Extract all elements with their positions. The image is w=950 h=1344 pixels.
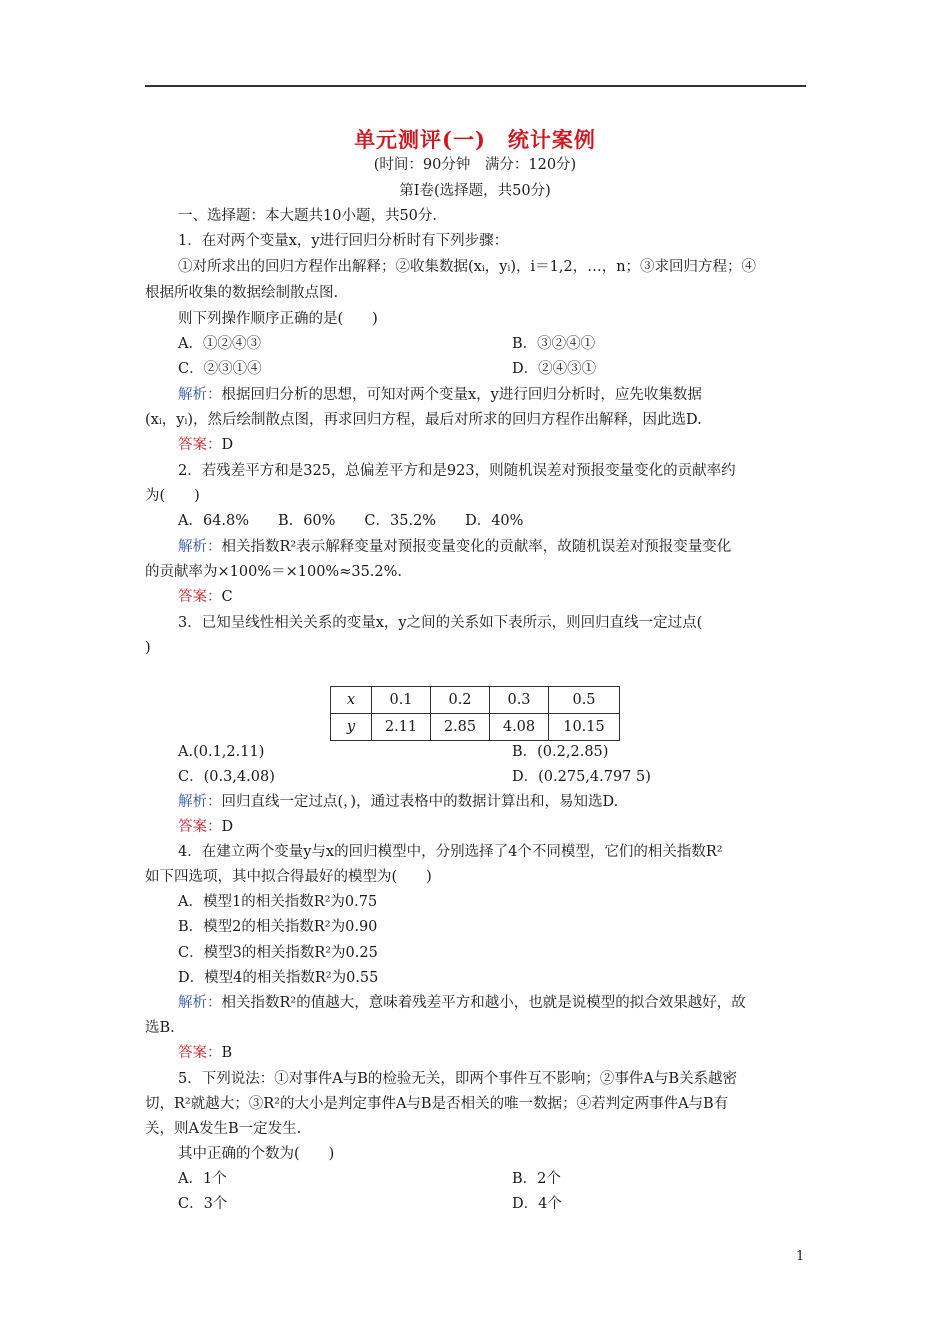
table-cell: 4.08 xyxy=(490,714,549,741)
table-cell: 2.11 xyxy=(372,714,431,741)
answer-label: 答案： xyxy=(178,1045,222,1061)
q3-option-a: A.(0.1,2.11) xyxy=(178,744,265,760)
q4-analysis-line2: 选B. xyxy=(145,1020,175,1036)
page-title: 单元测评(一) 统计案例 xyxy=(354,127,596,152)
answer-value: D xyxy=(221,437,234,453)
q2-analysis-line2: 的贡献率为×100%＝×100%≈35.2%. xyxy=(145,564,403,580)
q5-stem-line1: 5．下列说法：①对事件A与B的检验无关，即两个事件互不影响；②事件A与B关系越密 xyxy=(178,1071,737,1087)
answer-label: 答案： xyxy=(178,437,222,453)
q1-stem-line1: 1．在对两个变量x，y进行回归分析时有下列步骤： xyxy=(178,233,509,249)
q3-analysis xyxy=(178,792,618,812)
table-cell: 0.3 xyxy=(490,687,549,714)
answer-value: B xyxy=(221,1045,233,1061)
q4-analysis-line1 xyxy=(178,993,746,1013)
exam-meta: (时间：90分钟 满分：120分) xyxy=(373,157,577,173)
table-header-x: x xyxy=(331,687,372,714)
table-row-y xyxy=(331,714,620,741)
answer-label: 答案： xyxy=(178,819,222,835)
analysis-text: 回归直线一定过点(，)，通过表格中的数据计算出和，易知选D. xyxy=(221,794,619,810)
q1-analysis-line1 xyxy=(178,385,702,405)
analysis-text: 相关指数R²的值越大，意味着残差平方和越小，也就是说模型的拟合效果越好，故 xyxy=(221,995,746,1011)
q2-answer xyxy=(178,587,233,607)
q4-stem-line2: 如下四选项，其中拟合得最好的模型为( ) xyxy=(145,869,432,885)
q4-option-a: A．模型1的相关指数R²为0.75 xyxy=(178,894,378,910)
table-cell: 10.15 xyxy=(549,714,620,741)
answer-label: 答案： xyxy=(178,589,222,605)
q5-option-b: B．2个 xyxy=(512,1171,561,1187)
analysis-label: 解析： xyxy=(178,539,222,555)
table-cell: 0.2 xyxy=(431,687,490,714)
q2-stem-line2: 为( ) xyxy=(145,488,200,504)
q1-option-a: A．①②④③ xyxy=(178,336,261,352)
table-row-x xyxy=(331,687,620,714)
q3-stem-line2: ) xyxy=(145,640,151,656)
q1-stem-line4: 则下列操作顺序正确的是( ) xyxy=(178,311,378,327)
q5-stem-line2: 切，R²就越大；③R²的大小是判定事件A与B是否相关的唯一数据；④若判定两事件A与B有 xyxy=(145,1096,729,1112)
analysis-label: 解析： xyxy=(178,794,222,810)
table-cell: 0.5 xyxy=(549,687,620,714)
analysis-label: 解析： xyxy=(178,995,222,1011)
q5-option-a: A．1个 xyxy=(178,1171,227,1187)
table-header-y: y xyxy=(331,714,372,741)
q4-stem-line1: 4．在建立两个变量y与x的回归模型中，分别选择了4个不同模型，它们的相关指数R² xyxy=(178,844,723,860)
analysis-text: 相关指数R²表示解释变量对预报变量变化的贡献率，故随机误差对预报变量变化 xyxy=(221,539,732,555)
q1-analysis-line2: (xᵢ，yᵢ)，然后绘制散点图，再求回归方程，最后对所求的回归方程作出解释，因此选D. xyxy=(145,412,702,428)
analysis-text: 根据回归分析的思想，可知对两个变量x，y进行回归分析时，应先收集数据 xyxy=(221,387,702,403)
q1-answer xyxy=(178,435,233,455)
q4-option-d: D．模型4的相关指数R²为0.55 xyxy=(178,970,379,986)
q1-option-b: B．③②④① xyxy=(512,336,596,352)
q3-option-d: D．(0.275,4.797 5) xyxy=(512,769,651,785)
q3-stem-line1: 3．已知呈线性相关关系的变量x，y之间的关系如下表所示，则回归直线一定过点( xyxy=(178,615,703,631)
data-table xyxy=(330,686,620,741)
table-cell: 0.1 xyxy=(372,687,431,714)
q3-option-c: C．(0.3,4.08) xyxy=(178,769,275,785)
q1-option-c: C．②③①④ xyxy=(178,361,262,377)
table-cell: 2.85 xyxy=(431,714,490,741)
page-number: 1 xyxy=(796,1249,805,1264)
q5-stem-line4: 其中正确的个数为( ) xyxy=(178,1146,335,1162)
section-heading: 第Ⅰ卷(选择题，共50分) xyxy=(399,183,551,199)
q1-option-d: D．②④③① xyxy=(512,361,597,377)
q5-option-d: D．4个 xyxy=(512,1196,562,1212)
q5-option-c: C．3个 xyxy=(178,1196,228,1212)
q5-stem-line3: 关，则A发生B一定发生. xyxy=(145,1121,302,1137)
part-heading: 一、选择题：本大题共10小题，共50分. xyxy=(178,208,438,224)
q2-options: A．64.8% B．60% C．35.2% D．40% xyxy=(178,513,524,529)
q2-analysis-line1 xyxy=(178,537,731,557)
q1-stem-line2: ①对所求出的回归方程作出解释；②收集数据(xᵢ，yᵢ)，i＝1,2，…，n；③求回归方程；④ xyxy=(178,259,757,275)
q4-option-b: B．模型2的相关指数R²为0.90 xyxy=(178,919,378,935)
answer-value: D xyxy=(221,819,234,835)
q4-answer xyxy=(178,1043,232,1063)
q2-stem-line1: 2．若残差平方和是325，总偏差平方和是923，则随机误差对预报变量变化的贡献率约 xyxy=(178,463,736,479)
q3-answer xyxy=(178,817,233,837)
top-rule xyxy=(145,85,806,87)
analysis-label: 解析： xyxy=(178,387,222,403)
answer-value: C xyxy=(221,589,233,605)
q1-stem-line3: 根据所收集的数据绘制散点图. xyxy=(145,285,339,301)
q4-option-c: C．模型3的相关指数R²为0.25 xyxy=(178,945,378,961)
q3-option-b: B．(0.2,2.85) xyxy=(512,744,609,760)
